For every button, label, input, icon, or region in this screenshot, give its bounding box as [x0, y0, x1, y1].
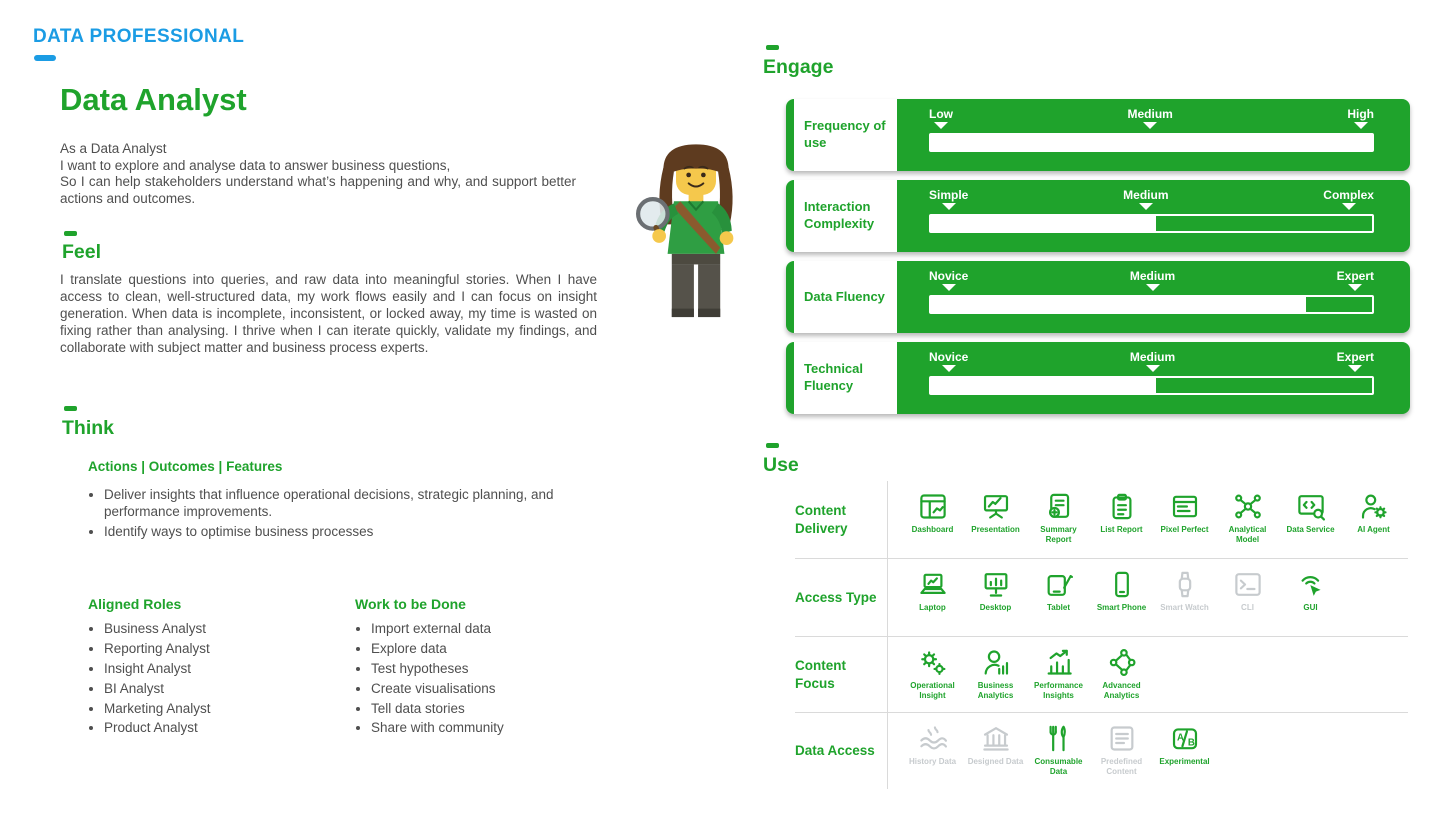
think-bullet: • Deliver insights that influence operational decisions, strategic planning, and performance improvements. — [104, 487, 593, 521]
list-item: • Test hypotheses — [371, 661, 585, 678]
engage-meter-fill — [931, 135, 1372, 150]
pixel-perfect-icon — [1169, 491, 1201, 522]
engage-rows — [786, 99, 1410, 423]
use-row-label: Content Delivery — [795, 481, 888, 558]
engage-row-interaction-complexity — [786, 180, 1410, 252]
engage-row-data-fluency — [786, 261, 1410, 333]
use-row-content-focus — [795, 637, 1408, 713]
use-item-label: History Data — [908, 757, 957, 766]
use-item-label: Presentation — [971, 525, 1020, 534]
svg-text:B: B — [1187, 737, 1195, 749]
use-row-content-delivery — [795, 481, 1408, 559]
scale-label: Medium — [1129, 269, 1176, 283]
use-row-label: Content Focus — [795, 637, 888, 712]
use-item — [964, 647, 1027, 700]
cli-icon — [1232, 569, 1264, 600]
list-item: • Share with community — [371, 720, 585, 737]
use-item — [964, 723, 1027, 767]
use-item — [1279, 491, 1342, 535]
use-item — [1090, 647, 1153, 700]
use-item-label: Summary Report — [1040, 525, 1077, 544]
persona-intro — [60, 141, 576, 208]
work-to-be-done-section — [355, 596, 585, 740]
use-item — [964, 569, 1027, 613]
engage-meter-fill — [931, 297, 1306, 312]
use-item — [1027, 723, 1090, 776]
work-to-be-done-heading: Work to be Done — [355, 596, 466, 612]
list-item: • BI Analyst — [104, 681, 318, 698]
use-item-label: Data Service — [1286, 525, 1335, 534]
think-heading: Think — [62, 417, 114, 439]
scale-marker-icon — [934, 122, 948, 129]
engage-row-label: Interaction Complexity — [794, 180, 897, 252]
use-row-label: Data Access — [795, 713, 888, 789]
smart-phone-icon — [1106, 569, 1138, 600]
list-item: • Reporting Analyst — [104, 641, 318, 658]
use-row-access-type — [795, 559, 1408, 637]
use-row-label: Access Type — [795, 559, 888, 636]
use-item-label: Advanced Analytics — [1102, 681, 1141, 700]
engage-meter — [929, 295, 1374, 314]
section-dash-feel — [64, 231, 77, 236]
aligned-roles-list — [88, 621, 318, 737]
section-dash-use — [766, 443, 779, 448]
predefined-content-icon — [1106, 723, 1138, 754]
use-item — [901, 569, 964, 613]
scale-marker-icon — [1139, 203, 1153, 210]
use-item-label: Pixel Perfect — [1160, 525, 1209, 534]
scale-label: Novice — [929, 269, 969, 283]
engage-meter-fill — [931, 378, 1156, 393]
laptop-icon — [917, 569, 949, 600]
use-item — [1153, 491, 1216, 535]
operational-insight-icon — [917, 647, 949, 678]
page-eyebrow: DATA PROFESSIONAL — [33, 26, 245, 47]
use-item-label: GUI — [1303, 603, 1318, 612]
engage-meter-fill — [931, 216, 1156, 231]
use-item — [1027, 569, 1090, 613]
scale-label: Complex — [1323, 188, 1374, 202]
engage-meter — [929, 133, 1374, 152]
svg-text:A: A — [1176, 732, 1184, 744]
eyebrow-underline — [34, 55, 56, 61]
scale-label: Medium — [1127, 107, 1173, 121]
analytical-model-icon — [1232, 491, 1264, 522]
consumable-data-icon — [1043, 723, 1075, 754]
engage-row-technical-fluency — [786, 342, 1410, 414]
business-analytics-icon — [980, 647, 1012, 678]
use-item — [1153, 569, 1216, 613]
list-item: • Marketing Analyst — [104, 701, 318, 718]
use-item-label: AI Agent — [1357, 525, 1390, 534]
aligned-roles-section — [88, 596, 318, 740]
scale-label: Low — [929, 107, 953, 121]
scale-label: Novice — [929, 350, 969, 364]
use-matrix — [795, 481, 1408, 789]
smart-watch-icon — [1169, 569, 1201, 600]
scale-label: Expert — [1336, 350, 1374, 364]
use-item-label: Laptop — [919, 603, 946, 612]
list-item: • Import external data — [371, 621, 585, 638]
use-item — [1027, 491, 1090, 544]
intro-line-2: I want to explore and analyse data to answer business questions, — [60, 157, 451, 173]
lego-analyst-figure — [626, 136, 766, 336]
use-item-label: Business Analytics — [977, 681, 1014, 700]
intro-line-3: So I can help stakeholders understand what’s happening and why, and support better actions and outcomes. — [60, 174, 576, 207]
scale-marker-icon — [1354, 122, 1368, 129]
engage-meter — [929, 376, 1374, 395]
use-item-label: CLI — [1241, 603, 1254, 612]
use-item-label: Designed Data — [967, 757, 1024, 766]
use-item-label: Experimental — [1159, 757, 1210, 766]
aligned-roles-heading: Aligned Roles — [88, 596, 182, 612]
engage-row-scale — [897, 99, 1410, 171]
use-item-label: Smart Watch — [1160, 603, 1209, 612]
scale-marker-icon — [942, 365, 956, 372]
use-item — [1153, 723, 1216, 767]
engage-row-label: Frequency of use — [794, 99, 897, 171]
list-item: • Product Analyst — [104, 720, 318, 737]
use-item-label: Performance Insights — [1034, 681, 1083, 700]
use-item-label: Operational Insight — [910, 681, 955, 700]
scale-label: Simple — [929, 188, 969, 202]
scale-label: Medium — [1123, 188, 1169, 202]
gui-icon — [1295, 569, 1327, 600]
use-item — [901, 491, 964, 535]
use-item — [1090, 723, 1153, 776]
use-item — [901, 647, 964, 700]
engage-row-frequency-of-use — [786, 99, 1410, 171]
dashboard-icon — [917, 491, 949, 522]
intro-line-1: As a Data Analyst — [60, 141, 167, 156]
use-item-label: Smart Phone — [1096, 603, 1147, 612]
scale-label: Expert — [1336, 269, 1374, 283]
scale-marker-icon — [942, 284, 956, 291]
use-row-data-access — [795, 713, 1408, 789]
presentation-icon — [980, 491, 1012, 522]
history-data-icon — [917, 723, 949, 754]
experimental-icon — [1169, 723, 1201, 754]
work-to-be-done-list — [355, 621, 585, 737]
engage-meter — [929, 214, 1374, 233]
list-item: • Business Analyst — [104, 621, 318, 638]
think-bullet-list — [88, 487, 593, 544]
use-item — [1090, 569, 1153, 613]
actions-outcomes-features-heading: Actions | Outcomes | Features — [88, 459, 283, 474]
use-item-label: Tablet — [1047, 603, 1070, 612]
engage-row-label: Technical Fluency — [794, 342, 897, 414]
use-heading: Use — [763, 454, 799, 476]
scale-marker-icon — [1348, 284, 1362, 291]
summary-report-icon — [1043, 491, 1075, 522]
scale-marker-icon — [1143, 122, 1157, 129]
engage-row-label: Data Fluency — [794, 261, 897, 333]
engage-row-scale — [897, 261, 1410, 333]
use-item — [1216, 569, 1279, 613]
use-item — [901, 723, 964, 767]
desktop-icon — [980, 569, 1012, 600]
engage-row-scale — [897, 180, 1410, 252]
lego-minifigure-image — [626, 136, 766, 336]
think-bullet: • Identify ways to optimise business processes — [104, 524, 593, 541]
use-item — [964, 491, 1027, 535]
feel-body: I translate questions into queries, and raw data into meaningful stories. When I have access to clean, well-structured data, my work flows easily and I can focus on insight generation. When data is incomplete, inconsistent, or locked away, my time is wasted on fixing rather than analysing. I thrive when I can iterate quickly, validate my findings, and collaborate with subject matter and business process experts. — [60, 272, 597, 355]
scale-marker-icon — [1348, 365, 1362, 372]
designed-data-icon — [980, 723, 1012, 754]
use-item-label: Dashboard — [911, 525, 954, 534]
scale-marker-icon — [1342, 203, 1356, 210]
list-item: • Insight Analyst — [104, 661, 318, 678]
use-item-label: Analytical Model — [1228, 525, 1267, 544]
engage-row-scale — [897, 342, 1410, 414]
use-item-label: Consumable Data — [1034, 757, 1083, 776]
use-item-label: List Report — [1100, 525, 1143, 534]
list-item: • Create visualisations — [371, 681, 585, 698]
use-item-label: Desktop — [979, 603, 1012, 612]
section-dash-engage — [766, 45, 779, 50]
advanced-analytics-icon — [1106, 647, 1138, 678]
scale-marker-icon — [942, 203, 956, 210]
list-item: • Tell data stories — [371, 701, 585, 718]
scale-marker-icon — [1146, 284, 1160, 291]
use-item — [1216, 491, 1279, 544]
use-item — [1342, 491, 1405, 535]
page-title: Data Analyst — [60, 82, 247, 117]
use-item — [1279, 569, 1342, 613]
performance-insights-icon — [1043, 647, 1075, 678]
use-item — [1090, 491, 1153, 535]
scale-marker-icon — [1146, 365, 1160, 372]
data-service-icon — [1295, 491, 1327, 522]
ai-agent-icon — [1358, 491, 1390, 522]
scale-label: Medium — [1129, 350, 1176, 364]
use-item — [1027, 647, 1090, 700]
section-dash-think — [64, 406, 77, 411]
tablet-icon — [1043, 569, 1075, 600]
scale-label: High — [1347, 107, 1374, 121]
list-report-icon — [1106, 491, 1138, 522]
feel-heading: Feel — [62, 241, 102, 263]
use-item-label: Predefined Content — [1100, 757, 1143, 776]
engage-heading: Engage — [763, 56, 834, 78]
list-item: • Explore data — [371, 641, 585, 658]
